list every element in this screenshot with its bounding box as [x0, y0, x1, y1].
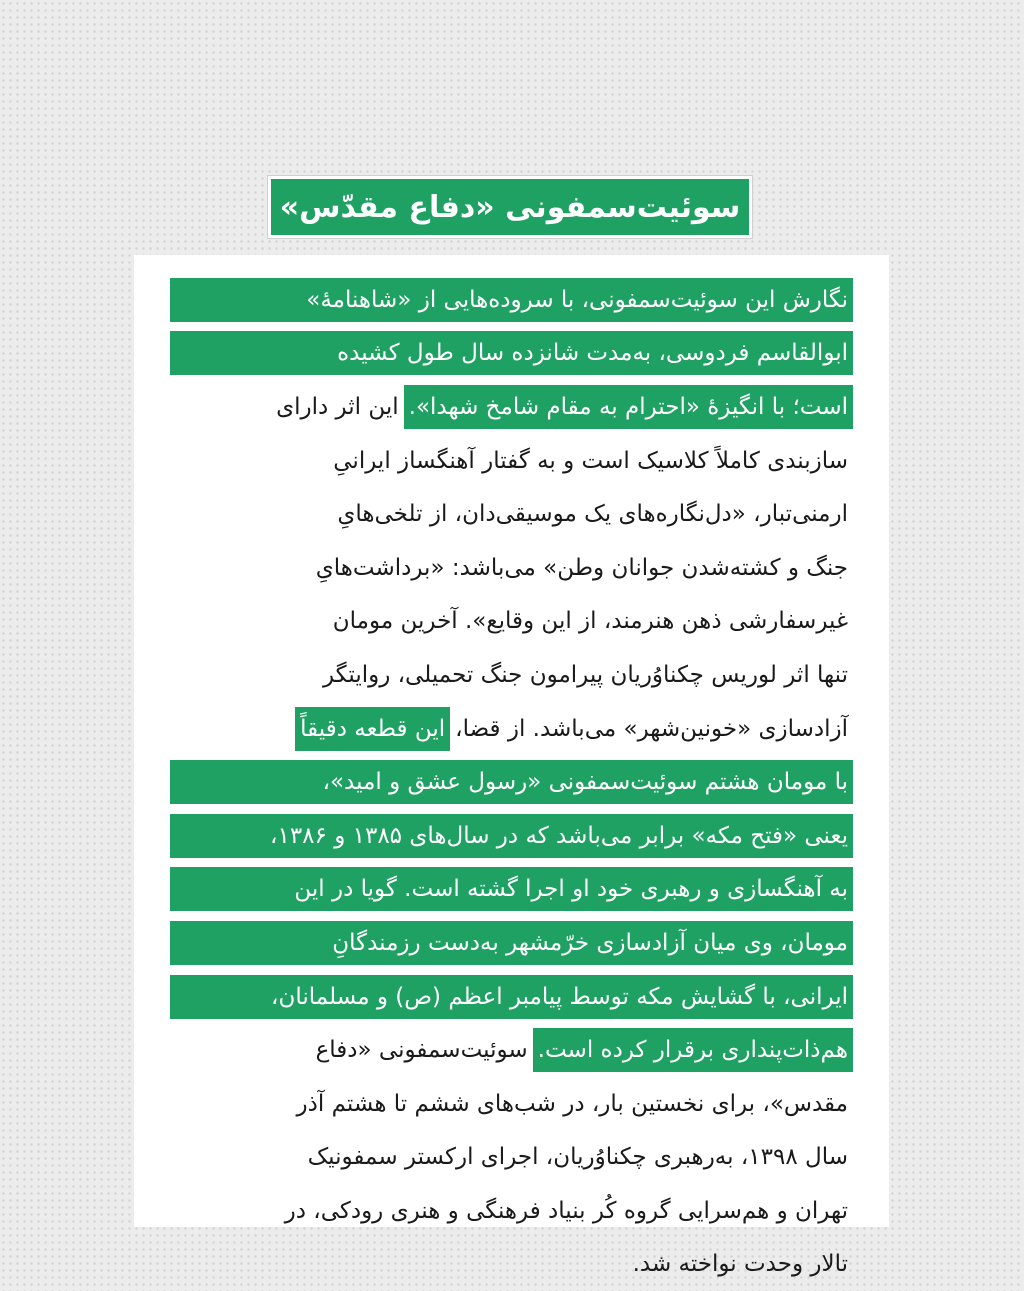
text-line [170, 595, 853, 649]
body-text: تهران و هم‌سرایی گروه کُر بنیاد فرهنگی و هنری رودکی، در [284, 1197, 848, 1224]
text-line [170, 863, 853, 917]
highlighted-text: نگارش این سوئیت‌سمفونی، با سروده‌هایی از «شاهنامهٔ» [170, 278, 853, 322]
highlighted-text: یعنی «فتح مکه» برابر می‌باشد که در سال‌های ۱۳۸۵ و ۱۳۸۶، [170, 814, 853, 858]
article-card [134, 255, 889, 1278]
body-text: تالار وحدت نواخته شد. [632, 1251, 848, 1278]
body-text: این اثر دارای [276, 393, 399, 420]
text-line [170, 809, 853, 863]
highlighted-text: است؛ با انگیزهٔ «احترام به مقام شامخ شهدا». [404, 385, 853, 429]
article-body [170, 273, 853, 1291]
text-line [170, 541, 853, 595]
title-banner [268, 176, 752, 238]
body-text: سازبندی کاملاً کلاسیک است و به گفتار آهنگساز ایرانیِ [333, 447, 848, 474]
text-line [170, 327, 853, 381]
body-text: جنگ و کشته‌شدن جوانان وطن» می‌باشد: «برداشت‌هایِ [315, 554, 848, 581]
text-line [170, 273, 853, 327]
text-line [170, 755, 853, 809]
text-line [170, 702, 853, 756]
text-line [170, 434, 853, 488]
text-line [170, 648, 853, 702]
highlighted-text: با مومان هشتم سوئیت‌سمفونی «رسول عشق و امید»، [170, 760, 853, 804]
text-line [170, 1077, 853, 1131]
highlighted-text: به آهنگسازی و رهبری خود او اجرا گشته است. گویا در این [170, 867, 853, 911]
highlighted-text: این قطعه دقیقاً [295, 707, 450, 751]
body-text: غیرسفارشی ذهن هنرمند، از این وقایع». آخرین مومان [332, 608, 848, 635]
body-text: سوئیت‌سمفونی «دفاع [315, 1037, 528, 1064]
text-line [170, 970, 853, 1024]
text-line [170, 487, 853, 541]
highlighted-text: مومان، وی میان آزادسازی خرّمشهر به‌دست رزمندگانِ [170, 921, 853, 965]
text-line [170, 1131, 853, 1185]
text-line [170, 1184, 853, 1238]
body-text: مقدس»، برای نخستین بار، در شب‌های ششم تا هشتم آذر [296, 1090, 848, 1117]
body-text: ارمنی‌تبار، «دل‌نگاره‌های یک موسیقی‌دان، از تلخی‌هایِ [337, 501, 848, 528]
highlighted-text: هم‌ذات‌پنداری برقرار کرده است. [533, 1028, 853, 1072]
body-text: تنها اثر لوریس چکناوُریان پیرامون جنگ تحمیلی، روایتگر [322, 661, 848, 688]
highlighted-text: ایرانی، با گشایش مکه توسط پیامبر اعظم (ص) و مسلمانان، [170, 975, 853, 1019]
body-text: آزادسازی «خونین‌شهر» می‌باشد. از قضا، [455, 715, 848, 742]
text-line [170, 1238, 853, 1291]
body-text: سال ۱۳۹۸، به‌رهبری چکناوُریان، اجرای ارکستر سمفونیک [307, 1144, 848, 1171]
text-line [170, 916, 853, 970]
text-line [170, 380, 853, 434]
page-title: سوئیت‌سمفونی «دفاع مقدّس» [279, 189, 741, 225]
text-line [170, 1023, 853, 1077]
highlighted-text: ابوالقاسم فردوسی، به‌مدت شانزده سال طول کشیده [170, 331, 853, 375]
